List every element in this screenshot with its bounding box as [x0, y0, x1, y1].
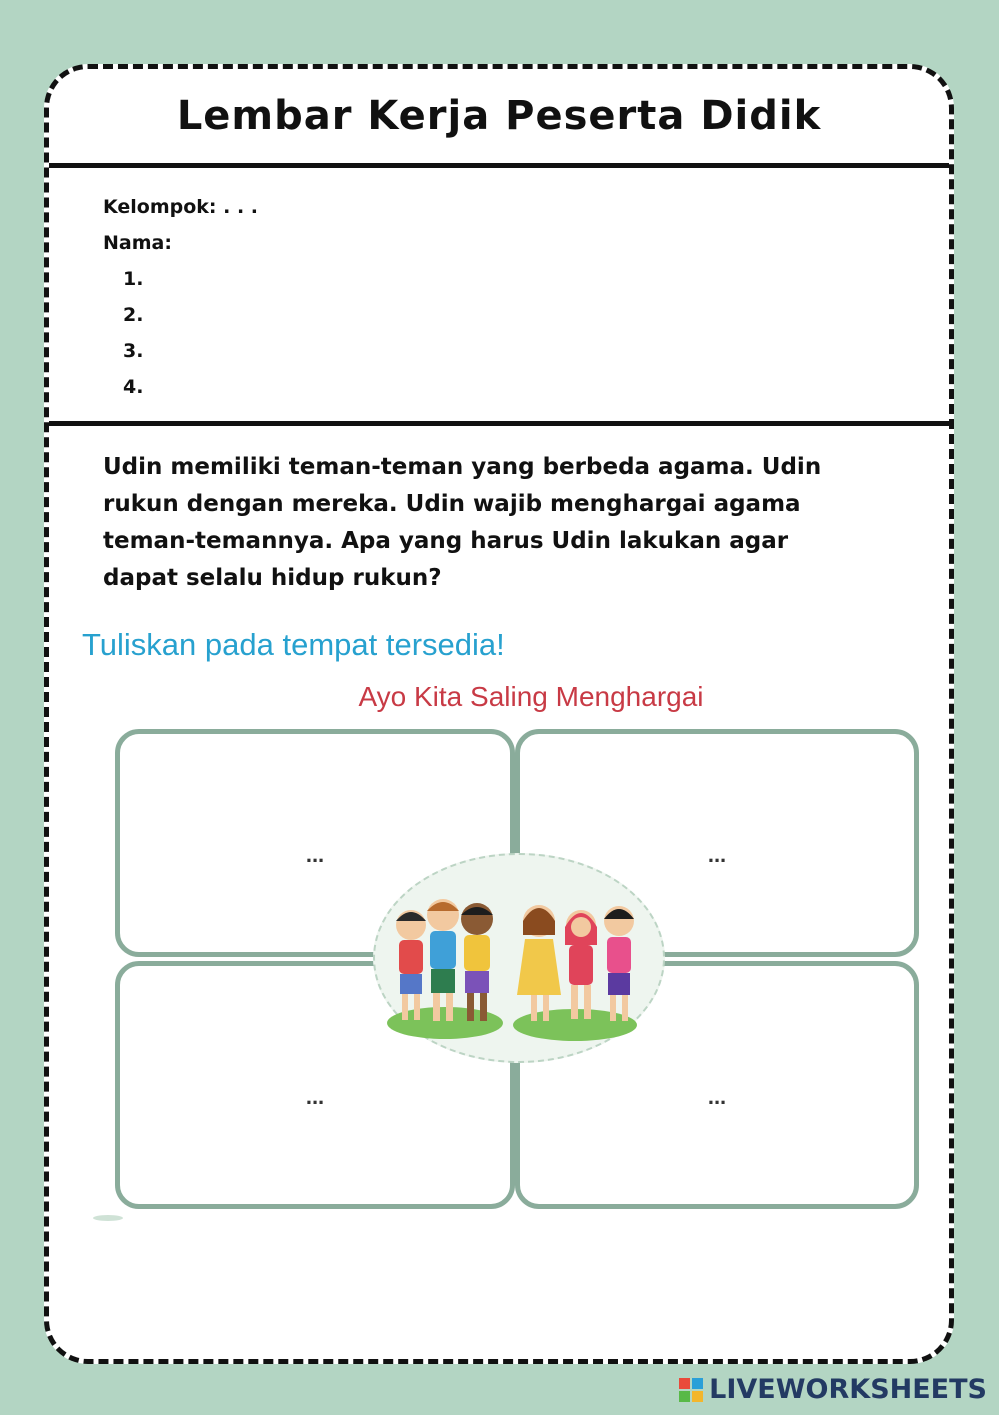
children-group-icon — [375, 855, 663, 1061]
name-number-2: 2. — [123, 304, 144, 326]
children-illustration — [373, 853, 665, 1063]
name-number-4: 4. — [123, 376, 144, 398]
answer-placeholder: ... — [305, 842, 325, 867]
name-number-3: 3. — [123, 340, 144, 362]
group-info — [103, 189, 258, 405]
info-divider — [49, 421, 949, 426]
instruction-text: Tuliskan pada tempat tersedia! — [82, 627, 505, 662]
brand-name: LIVEWORKSHEETS — [709, 1374, 987, 1405]
worksheet-card — [44, 64, 954, 1364]
decorative-dot — [93, 1215, 123, 1221]
worksheet-title: Lembar Kerja Peserta Didik — [176, 93, 822, 139]
answer-placeholder: ... — [305, 1084, 325, 1109]
name-number-1: 1. — [123, 268, 144, 290]
logo-icon — [679, 1378, 703, 1402]
title-divider — [49, 163, 949, 168]
liveworksheets-logo[interactable] — [679, 1374, 987, 1405]
answer-placeholder: ... — [707, 842, 727, 867]
question-text: Udin memiliki teman-teman yang berbeda agama. Udin rukun dengan mereka. Udin wajib menghargai agama teman-temannya. Apa yang harus Udin lakukan agar dapat selalu hidup rukun? — [103, 454, 822, 591]
activity-subtitle: Ayo Kita Saling Menghargai — [358, 681, 704, 712]
answer-placeholder: ... — [707, 1084, 727, 1109]
name-label: Nama: — [103, 232, 172, 254]
group-label: Kelompok: . . . — [103, 196, 259, 218]
